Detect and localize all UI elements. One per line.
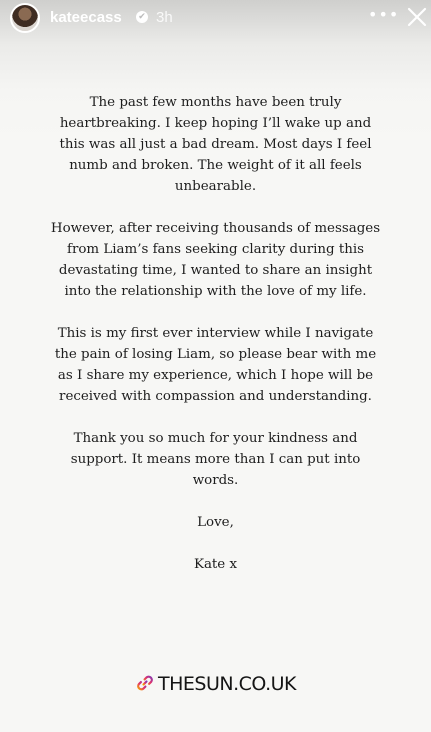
link-icon — [135, 672, 155, 692]
verified-badge-icon: ✔ — [136, 11, 148, 23]
statement-paragraph: The past few months have been truly heartbreaking. I keep hoping I’ll wake up and this was all just a bad dream. Most days I feel numb and broken. The weight of it all feels unbearable. — [59, 95, 372, 194]
statement-paragraph: This is my first ever interview while I navigate the pain of losing Liam, so please bear with me as I share my experience, which I hope will be received with compassion and understanding. — [54, 326, 377, 404]
close-icon[interactable] — [406, 6, 428, 28]
statement-paragraph: However, after receiving thousands of messages from Liam’s fans seeking clarity during this devastating time, I wanted to share an insight into the relationship with the love of my life. — [50, 221, 381, 299]
story-header — [0, 0, 431, 40]
signoff-name: Kate x — [193, 557, 238, 572]
story-statement-text — [50, 92, 381, 596]
link-sticker-label: THESUN.CO.UK — [158, 673, 296, 695]
more-options-icon[interactable]: ••• — [368, 5, 400, 24]
link-sticker[interactable] — [0, 669, 431, 699]
statement-paragraph: Thank you so much for your kindness and support. It means more than I can put into words. — [70, 431, 361, 488]
username[interactable]: kateecass — [50, 9, 122, 26]
link-sticker-content[interactable] — [135, 669, 296, 699]
signoff-love: Love, — [197, 515, 234, 530]
story-timestamp: 3h — [156, 9, 173, 26]
avatar[interactable] — [10, 3, 40, 33]
